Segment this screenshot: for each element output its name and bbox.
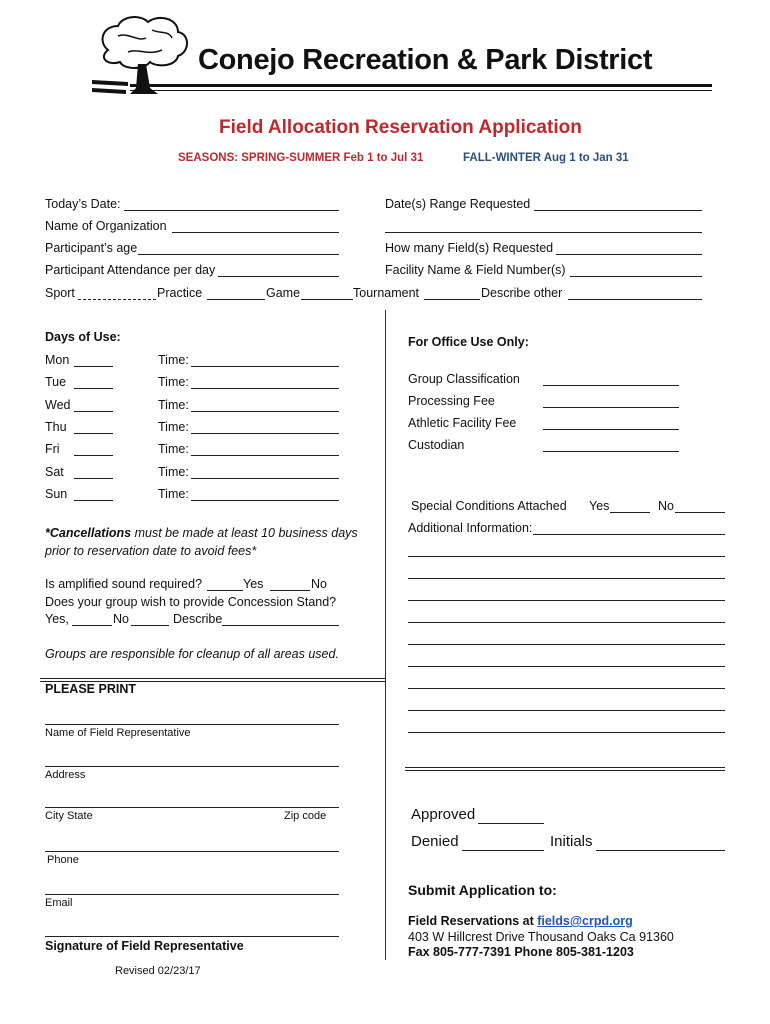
day-label: Tue (45, 375, 67, 389)
day-check-field[interactable] (74, 478, 113, 479)
org-name-label: Name of Organization (45, 219, 167, 233)
tournament-field[interactable] (424, 299, 480, 300)
please-print-heading: PLEASE PRINT (45, 682, 136, 696)
day-label: Fri (45, 442, 60, 456)
rep-name-label: Name of Field Representative (45, 727, 191, 739)
concession-yes-label: Yes, (45, 612, 69, 626)
time-label: Time: (158, 353, 189, 367)
additional-info-field[interactable] (533, 534, 725, 535)
signature-label: Signature of Field Representative (45, 939, 244, 953)
denied-field[interactable] (462, 850, 544, 851)
initials-field[interactable] (596, 850, 725, 851)
days-of-use-heading: Days of Use: (45, 330, 121, 344)
describe-other-label: Describe other (481, 286, 563, 300)
special-no-field[interactable] (675, 512, 725, 513)
additional-info-blank-line[interactable] (408, 578, 725, 579)
office-row-field[interactable] (543, 407, 679, 408)
game-label: Game (266, 286, 301, 300)
office-row-label: Athletic Facility Fee (408, 416, 517, 430)
office-rule-2 (405, 770, 725, 771)
game-field[interactable] (301, 299, 353, 300)
time-field[interactable] (191, 411, 339, 412)
submit-address: 403 W Hillcrest Drive Thousand Oaks Ca 91360 (408, 930, 674, 944)
participant-age-field[interactable] (138, 254, 339, 255)
denied-label: Denied (411, 833, 459, 850)
time-label: Time: (158, 420, 189, 434)
signature-field[interactable] (45, 936, 339, 937)
todays-date-field[interactable] (124, 210, 339, 211)
submit-heading: Submit Application to: (408, 882, 557, 898)
day-check-field[interactable] (74, 411, 113, 412)
day-check-field[interactable] (74, 433, 113, 434)
tree-logo-icon (88, 12, 198, 102)
additional-info-blank-line[interactable] (408, 556, 725, 557)
additional-info-blank-line[interactable] (408, 710, 725, 711)
header-rule-top (130, 84, 712, 87)
concession-no-field[interactable] (131, 625, 169, 626)
initials-label: Initials (550, 833, 593, 850)
special-yes-field[interactable] (610, 512, 650, 513)
day-label: Sun (45, 487, 68, 501)
org-name-field[interactable] (172, 232, 339, 233)
day-label: Mon (45, 353, 70, 367)
cancellation-bold: *Cancellations (45, 526, 132, 540)
practice-label: Practice (157, 286, 203, 300)
describe-other-field[interactable] (568, 299, 702, 300)
facility-label: Facility Name & Field Number(s) (385, 263, 566, 277)
time-field[interactable] (191, 478, 339, 479)
day-label: Wed (45, 398, 71, 412)
fields-requested-label: How many Field(s) Requested (385, 241, 554, 255)
submit-email-link[interactable]: fields@crpd.org (537, 914, 633, 928)
column-divider (385, 310, 386, 960)
time-label: Time: (158, 375, 189, 389)
city-state-field[interactable] (45, 807, 339, 808)
day-label: Sat (45, 465, 64, 479)
special-yes-label: Yes (589, 499, 610, 513)
office-row-label: Processing Fee (408, 394, 495, 408)
date-range-field[interactable] (534, 210, 702, 211)
office-row-field[interactable] (543, 429, 679, 430)
approved-field[interactable] (478, 823, 544, 824)
day-label: Thu (45, 420, 67, 434)
additional-info-blank-line[interactable] (408, 644, 725, 645)
special-no-label: No (658, 499, 674, 513)
phone-label: Phone (47, 854, 79, 866)
attendance-label: Participant Attendance per day (45, 263, 216, 277)
zip-label: Zip code (284, 810, 327, 822)
section-rule-1 (40, 678, 386, 679)
sport-field[interactable] (78, 299, 156, 300)
city-state-label: City State (45, 810, 93, 822)
additional-info-blank-line[interactable] (408, 600, 725, 601)
day-check-field[interactable] (74, 388, 113, 389)
concession-describe-label: Describe (173, 612, 223, 626)
office-row-field[interactable] (543, 451, 679, 452)
fields-requested-field[interactable] (556, 254, 702, 255)
time-label: Time: (158, 442, 189, 456)
additional-info-blank-line[interactable] (408, 732, 725, 733)
concession-yes-field[interactable] (72, 625, 112, 626)
rep-name-field[interactable] (45, 724, 339, 725)
concession-no-label: No (113, 612, 129, 626)
day-check-field[interactable] (74, 366, 113, 367)
submit-prefix: Field Reservations at (408, 914, 538, 928)
email-label: Email (45, 897, 73, 909)
additional-info-label: Additional Information: (408, 521, 533, 535)
email-field[interactable] (45, 894, 339, 895)
office-row-label: Custodian (408, 438, 465, 452)
header-rule-bottom (130, 90, 712, 91)
todays-date-label: Today’s Date: (45, 197, 121, 211)
amplified-question: Is amplified sound required? (45, 577, 203, 591)
time-field[interactable] (191, 433, 339, 434)
phone-field[interactable] (45, 851, 339, 852)
special-conditions-label: Special Conditions Attached (411, 499, 567, 513)
approved-label: Approved (411, 806, 476, 823)
office-row-label: Group Classification (408, 372, 520, 386)
cancellation-note-line2: prior to reservation date to avoid fees* (45, 544, 257, 558)
concession-describe-field[interactable] (222, 625, 339, 626)
amplified-no-label: No (311, 577, 327, 591)
amplified-yes-field[interactable] (207, 590, 243, 591)
season-spring: SEASONS: SPRING-SUMMER Feb 1 to Jul 31 (178, 152, 424, 164)
season-fall: FALL-WINTER Aug 1 to Jan 31 (463, 152, 629, 164)
org-name-field-right[interactable] (385, 232, 702, 233)
time-field[interactable] (191, 388, 339, 389)
additional-info-blank-line[interactable] (408, 666, 725, 667)
time-label: Time: (158, 487, 189, 501)
cancellation-rest: must be made at least 10 business days (131, 526, 358, 540)
facility-field[interactable] (570, 276, 702, 277)
practice-field[interactable] (207, 299, 265, 300)
office-use-heading: For Office Use Only: (408, 335, 529, 349)
amplified-yes-label: Yes (243, 577, 264, 591)
day-check-field[interactable] (74, 455, 113, 456)
page-title: Field Allocation Reservation Application (219, 117, 582, 138)
time-label: Time: (158, 398, 189, 412)
submit-line1 (408, 914, 633, 928)
cancellation-note (45, 526, 358, 540)
submit-fax-phone: Fax 805-777-7391 Phone 805-381-1203 (408, 945, 634, 959)
time-field[interactable] (191, 455, 339, 456)
address-label: Address (45, 769, 86, 781)
cleanup-note: Groups are responsible for cleanup of all areas used. (45, 647, 339, 661)
time-label: Time: (158, 465, 189, 479)
office-rule-1 (405, 767, 725, 768)
amplified-no-field[interactable] (270, 590, 310, 591)
tournament-label: Tournament (353, 286, 420, 300)
time-field[interactable] (191, 500, 339, 501)
concession-question: Does your group wish to provide Concession Stand? (45, 595, 337, 609)
additional-info-blank-line[interactable] (408, 622, 725, 623)
date-range-label: Date(s) Range Requested (385, 197, 531, 211)
logo (88, 12, 198, 102)
office-row-field[interactable] (543, 385, 679, 386)
time-field[interactable] (191, 366, 339, 367)
additional-info-blank-line[interactable] (408, 688, 725, 689)
sport-label: Sport (45, 286, 75, 300)
day-check-field[interactable] (74, 500, 113, 501)
org-name: Conejo Recreation & Park District (198, 44, 653, 76)
revised-date: Revised 02/23/17 (115, 965, 201, 977)
address-field[interactable] (45, 766, 339, 767)
attendance-field[interactable] (218, 276, 339, 277)
participant-age-label: Participant’s age (45, 241, 138, 255)
